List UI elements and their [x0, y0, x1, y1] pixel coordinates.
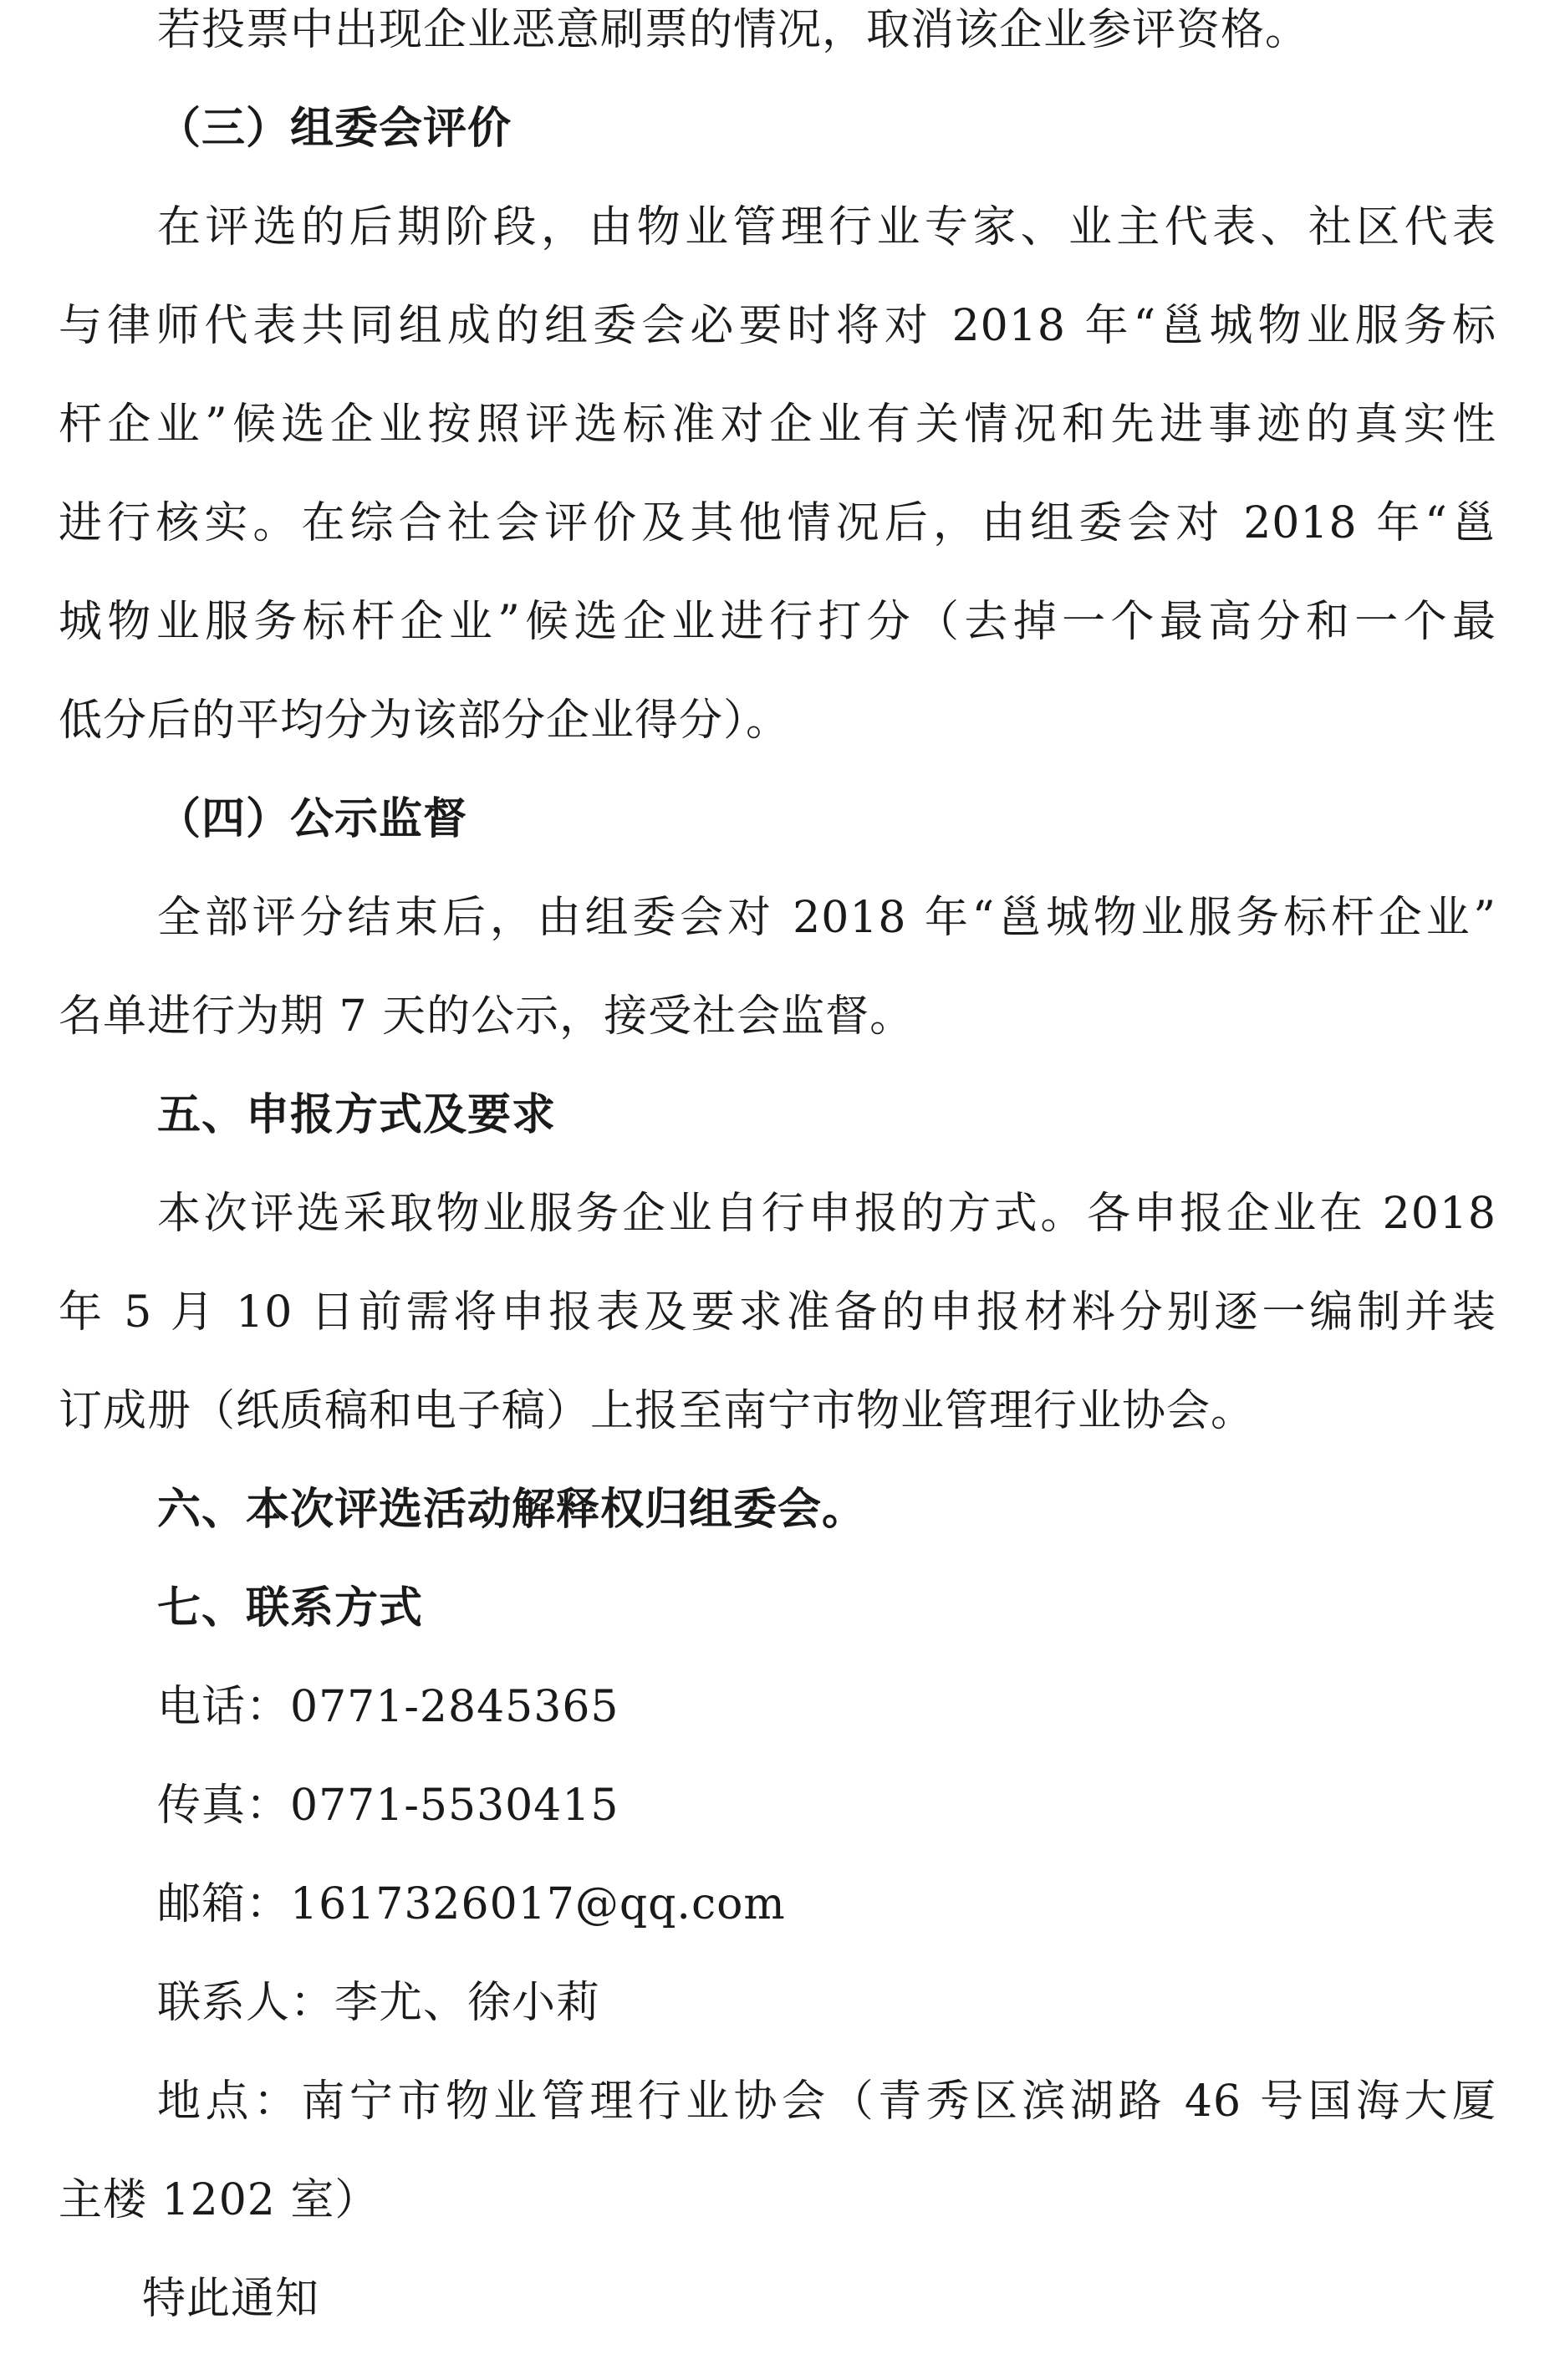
paragraph-line: 本次评选采取物业服务企业自行申报的方式。各申报企业在 2018	[157, 1189, 1496, 1239]
contact-fax: 传真：0771-5530415	[157, 1781, 619, 1831]
contact-phone: 电话：0771-2845365	[157, 1682, 619, 1732]
contact-person: 联系人：李尤、徐小莉	[157, 1978, 601, 2028]
paragraph-line: 名单进行为期 7 天的公示，接受社会监督。	[59, 991, 915, 1042]
section-heading-4: （四）公示监督	[157, 794, 468, 844]
section-heading-6: 六、本次评选活动解释权归组委会。	[157, 1485, 867, 1535]
section-heading-3: （三）组委会评价	[157, 104, 512, 154]
paragraph-line: 订成册（纸质稿和电子稿）上报至南宁市物业管理行业协会。	[59, 1386, 1256, 1436]
paragraph-line: 进行核实。在综合社会评价及其他情况后，由组委会对 2018 年“邕	[59, 498, 1496, 548]
contact-address-cont: 主楼 1202 室）	[59, 2175, 380, 2225]
paragraph-line: 年 5 月 10 日前需将申报表及要求准备的申报材料分别逐一编制并装	[59, 1287, 1496, 1338]
paragraph-line: 与律师代表共同组成的组委会必要时将对 2018 年“邕城物业服务标	[59, 301, 1496, 351]
paragraph-line: 低分后的平均分为该部分企业得分）。	[59, 696, 791, 746]
contact-address: 地点：南宁市物业管理行业协会（青秀区滨湖路 46 号国海大厦	[157, 2077, 1496, 2127]
paragraph-line: 在评选的后期阶段，由物业管理行业专家、业主代表、社区代表	[157, 202, 1496, 252]
closing-notice: 特此通知	[142, 2274, 320, 2324]
contact-email: 邮箱：1617326017@qq.com	[157, 1879, 786, 1929]
section-heading-7: 七、联系方式	[157, 1583, 424, 1633]
section-heading-5: 五、申报方式及要求	[157, 1090, 557, 1140]
paragraph-line: 若投票中出现企业恶意刷票的情况，取消该企业参评资格。	[157, 5, 1310, 55]
paragraph-line: 城物业服务标杆企业”候选企业进行打分（去掉一个最高分和一个最	[59, 597, 1496, 647]
paragraph-line: 杆企业”候选企业按照评选标准对企业有关情况和先进事迹的真实性	[59, 400, 1496, 450]
paragraph-line: 全部评分结束后，由组委会对 2018 年“邕城物业服务标杆企业”	[157, 893, 1496, 943]
